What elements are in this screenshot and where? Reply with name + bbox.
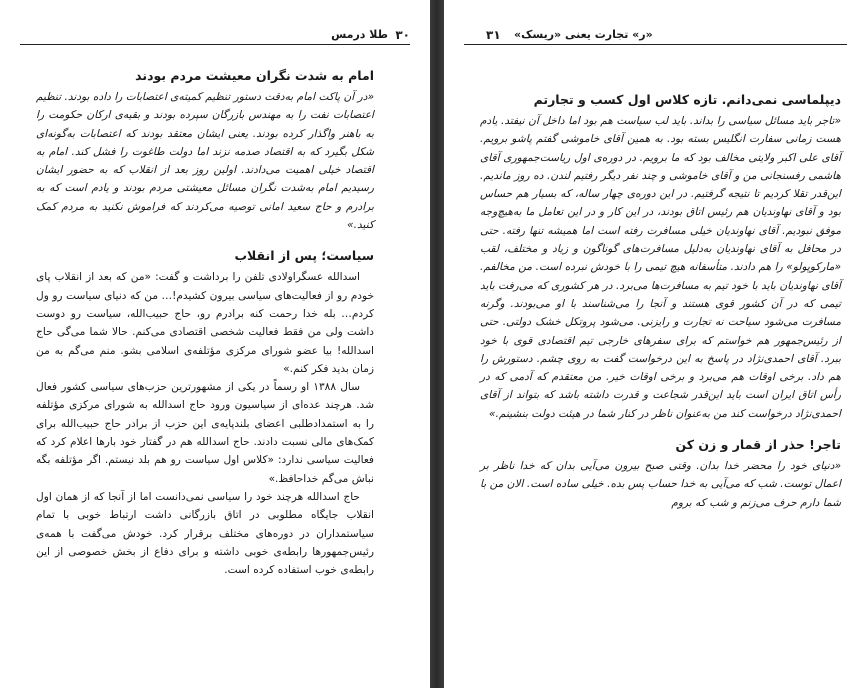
page-number-left: ۳۰ (395, 28, 410, 42)
running-head-right (464, 30, 847, 45)
left-page-body (36, 66, 374, 579)
paragraph-politics-2: سال ۱۳۸۸ او رسماً در یکی از مشهورترین حزب‌های سیاسی کشور فعال شد. هرچند عده‌ای از سیاسیون ورود حاج اسدالله به شورای مرکزی مؤتلفه را به استمدادطلبی اعضای بلندپایه‌ی این حزب از برادر حاج حبیب‌الله برای کمک‌های مالی نسبت دادند. حاج اسدالله هم در گفتار خود بارها اعلام کرد که فعالیت سیاسی ندارد: «کلاس اول سیاست رو هم بلد نیستم. اگر مؤتلفه بگه نباش می‌گم خداحافظ.» (36, 381, 374, 485)
book-spine (430, 0, 444, 688)
right-page (444, 0, 867, 688)
section-heading-politics: سیاست؛ پس از انقلاب (234, 248, 374, 264)
running-head-left (20, 30, 410, 45)
paragraph-politics-1: اسدالله عسگراولادی تلفن را برداشت و گفت: «من که بعد از انقلاب پای خودم رو از فعالیت‌های سیاسی بیرون کشیدم!… من که دنیای سیاست رو ول کردم… بله خدا رحمت کنه برادرم رو، حاج حبیب‌الله، سیاست رو دوست داشت ولی من فقط فعالیت شخصی اقتصادی می‌کنم. حالا شما می‌گی حاج اسدالله! بیا عضو شورای مرکزی مؤتلفه‌ی اسلامی بشو. منم می‌گم به من زمان بدید فکر کنم.» (36, 271, 374, 375)
left-page (0, 0, 430, 688)
page-number-right: ۳۱ (486, 28, 501, 42)
chapter-title: «ر» تجارت یعنی «ریسک» (514, 28, 653, 41)
section-heading-imam: امام به شدت نگران معیشت مردم بودند (135, 68, 374, 83)
quote-paragraph-imam: «در آن پاکت امام به‌دقت دستور تنظیم کمیته‌ی اعتصابات را داده بودند. تنظیم اعتصابات نفت را به مهندس بازرگان سپرده بودند و بقیه‌ی ارکان حکومت را به باهنر واگذار کرده بودند. یعنی ایشان معتقد بودند که اعتصابات به‌گونه‌ای شکل بگیرد که به اقتصاد صدمه نزند اما دولت طاغوت را فشل کند. امام به اقتصاد خیلی اهمیت می‌دادند. اولین روز بعد از انقلاب که به حضور ایشان رسیدیم امام به‌شدت نگران مسائل معیشتی مردم بودند و یادم است که به برادرم و حاج سعید امانی توصیه می‌کردند که فراموش نکنید به مردم کمک کنید.» (36, 91, 374, 232)
quote-paragraph-merchant: «دنیای خود را محضر خدا بدان. وقتی صبح بیرون می‌آیی بدان که خدا ناظر بر اعمال توست. شب که می‌آیی به خدا حساب پس بده. خیلی ساده است. الان من با شما دارم حرف می‌زنم و شب که بروم (480, 460, 841, 509)
book-title: طلا درمس (331, 28, 388, 41)
quote-paragraph-diplomacy: «تاجر باید مسائل سیاسی را بداند. باید لب سیاست هم بود اما داخل آن نیفتد. یادم هست زمانی سفارت انگلیس بسته بود. به همین آقای خاموشی گفتم پاشو برویم. آقای علی اکبر ولایتی مخالف بود که ما برویم. در دوره‌ی اول ریاست‌جمهوری آقای هاشمی رفسنجانی من و آقای خاموشی و چند نفر دیگر رفتیم لندن. ده روز ماندیم. این‌قدر تقلا کردیم تا نتیجه گرفتیم. در این دوره‌ی چهار ساله، که بسیار هم حساس بود و آقای نهاوندیان هم رئیس اتاق بودند، در این کار و در این تعامل ما به‌هیچ‌وجه موفق نبودیم. آقای نهاوندیان خیلی مسافرت رفته است اما همیشه تنها رفته. حتی در محافل به آقای نهاوندیان به‌دلیل مسافرت‌های گوناگون و زیاد و مختلف، لقب «مارکوپولو» را هم دادند. متأسفانه هیچ تیمی را با خودش نبرده است. من مخالفم. آقای نهاوندیان باید با خود تیم به مسافرت‌ها می‌برد. در هر کشوری که می‌رفت باید تیمی که در آن کشور قوی هستند و آنجا را می‌شناسند با او می‌بودند. وگرنه مسافرت می‌شود سیاحت نه تجارت و رایزنی. می‌شود پروتکل خشک دولتی. حتی از رئیس‌جمهور هم خواستم که برای سفرهای خارجی تیم اقتصادی قوی با خود ببرد. آقای احمدی‌نژاد در پاسخ به این درخواست گفت به روی چشم. دستورش را هم داد. برخی اوقات هم می‌برد و برخی اوقات خیر. من معتقدم که آدمی که در رأس اتاق ایران است باید این‌قدر شجاعت و قدرت داشته باشد که بتواند از آقای احمدی‌نژاد درخواست کند من به‌عنوان ناظر در کنار شما در هیئت دولت بنشینم.» (480, 115, 841, 420)
section-heading-diplomacy: دیپلماسی نمی‌دانم. تازه کلاس اول کسب و تجارتم (533, 92, 841, 107)
right-page-body (480, 90, 841, 512)
section-heading-merchant: تاجر! حذر از قمار و زن کن (675, 437, 841, 453)
paragraph-politics-3: حاج اسدالله هرچند خود را سیاسی نمی‌دانست اما از آنجا که از همان اول انقلاب جایگاه مطلوبی در اتاق بازرگانی داشت ارتباط خوبی با تمام سیاستمداران در دوره‌های مختلف برقرار کرد. خودش می‌گفت با همه‌ی رئیس‌جمهورها رابطه‌ی خوبی داشته و برای دفاع از بخش خصوصی از این رابطه‌ی خوب استفاده کرده است. (36, 490, 374, 577)
